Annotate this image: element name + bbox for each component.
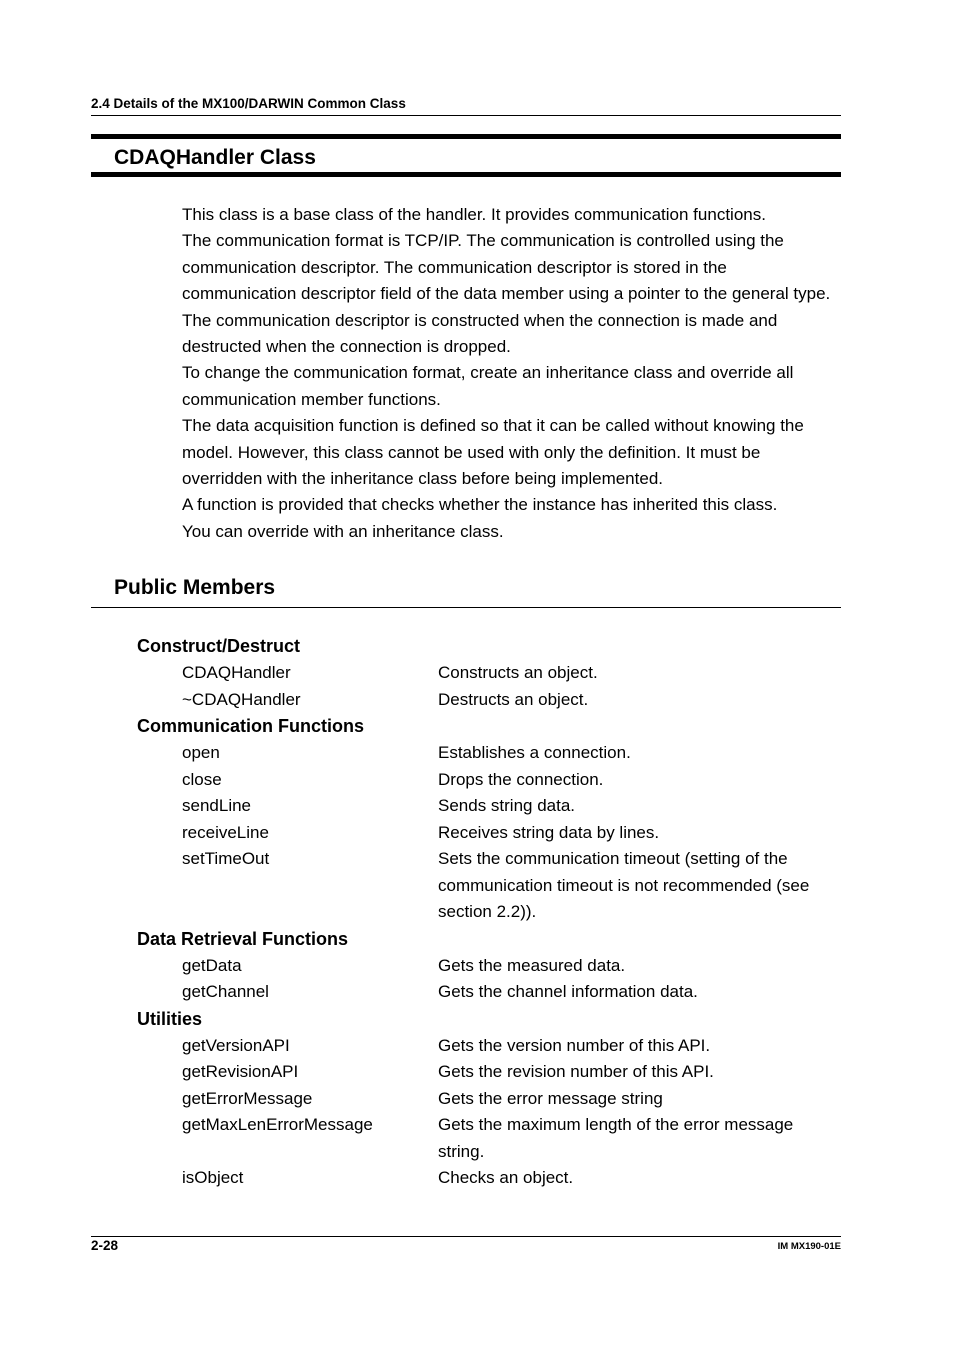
member-row bbox=[137, 767, 841, 794]
member-desc: Sets the communication timeout (setting of the communication timeout is not recommended (see section 2.2)). bbox=[438, 849, 810, 921]
member-name: ~CDAQHandler bbox=[182, 689, 301, 709]
member-name: sendLine bbox=[182, 796, 252, 815]
member-row bbox=[137, 1059, 841, 1086]
member-group bbox=[137, 633, 841, 713]
member-row bbox=[137, 1112, 841, 1165]
page-number: 2-28 bbox=[91, 1238, 119, 1253]
intro-text bbox=[182, 202, 842, 545]
document-id: IM MX190-01E bbox=[777, 1241, 841, 1252]
intro-paragraph: To change the communication format, create an inheritance class and override all communication member functions. bbox=[182, 363, 794, 409]
member-name: getChannel bbox=[182, 982, 269, 1001]
member-name: getRevisionAPI bbox=[182, 1062, 299, 1081]
member-desc: Gets the channel information data. bbox=[438, 982, 698, 1001]
intro-paragraph: This class is a base class of the handler. It provides communication functions. bbox=[182, 205, 766, 224]
member-row bbox=[137, 660, 841, 687]
member-row bbox=[137, 687, 841, 714]
header-rule bbox=[91, 115, 841, 116]
member-name: setTimeOut bbox=[182, 849, 270, 868]
group-title: Data Retrieval Functions bbox=[137, 928, 349, 949]
intro-paragraph: The communication format is TCP/IP. The communication is controlled using the communication descriptor. The communication descriptor is stored in the communication descriptor field of the data member using a pointer to the general type. The communication descriptor is constructed when the connection is made and destructed when the connection is dropped. bbox=[182, 231, 831, 357]
group-title: Construct/Destruct bbox=[137, 636, 301, 656]
member-name: isObject bbox=[182, 1168, 244, 1187]
member-name: getErrorMessage bbox=[182, 1088, 313, 1108]
member-row bbox=[137, 1086, 841, 1113]
member-name: CDAQHandler bbox=[182, 663, 291, 682]
member-row bbox=[137, 953, 841, 980]
member-row bbox=[137, 979, 841, 1006]
member-row bbox=[137, 793, 841, 820]
class-title-bottom-bar bbox=[91, 172, 841, 177]
member-desc: Destructs an object. bbox=[438, 689, 589, 709]
member-group bbox=[137, 926, 841, 1006]
class-title-top-bar bbox=[91, 134, 841, 139]
member-row bbox=[137, 846, 841, 926]
member-desc: Gets the revision number of this API. bbox=[438, 1062, 714, 1081]
intro-paragraph: A function is provided that checks whether the instance has inherited this class. bbox=[182, 495, 778, 515]
member-row bbox=[137, 820, 841, 847]
group-title: Communication Functions bbox=[137, 716, 364, 736]
member-name: open bbox=[182, 743, 220, 762]
intro-paragraph: The data acquisition function is defined so that it can be called without knowing the model. However, this class cannot be used with only the definition. It must be overridden with the inheritance class before being implemented. bbox=[182, 416, 804, 489]
member-desc: Drops the connection. bbox=[438, 769, 604, 789]
members-list bbox=[137, 633, 841, 1192]
member-desc: Establishes a connection. bbox=[438, 743, 631, 762]
member-desc: Constructs an object. bbox=[438, 663, 598, 682]
member-name: getMaxLenErrorMessage bbox=[182, 1115, 373, 1134]
member-row bbox=[137, 1165, 841, 1192]
member-desc: Gets the maximum length of the error message string. bbox=[438, 1115, 794, 1161]
member-desc: Checks an object. bbox=[438, 1168, 574, 1187]
member-name: close bbox=[182, 769, 222, 789]
member-row bbox=[137, 1033, 841, 1060]
member-desc: Gets the measured data. bbox=[438, 955, 626, 975]
member-desc: Gets the version number of this API. bbox=[438, 1035, 711, 1055]
member-group bbox=[137, 713, 841, 926]
member-name: getData bbox=[182, 955, 242, 975]
section-title: Public Members bbox=[114, 576, 276, 599]
member-name: receiveLine bbox=[182, 822, 269, 842]
member-name: getVersionAPI bbox=[182, 1035, 290, 1055]
member-group bbox=[137, 1006, 841, 1192]
section-rule bbox=[91, 607, 841, 608]
intro-paragraph: You can override with an inheritance class. bbox=[182, 521, 504, 541]
member-desc: Gets the error message string bbox=[438, 1088, 663, 1108]
footer-rule bbox=[91, 1236, 841, 1237]
member-desc: Receives string data by lines. bbox=[438, 822, 660, 842]
group-title: Utilities bbox=[137, 1008, 203, 1029]
member-row bbox=[137, 740, 841, 767]
running-header: 2.4 Details of the MX100/DARWIN Common Class bbox=[91, 96, 406, 111]
member-desc: Sends string data. bbox=[438, 796, 576, 815]
class-title: CDAQHandler Class bbox=[114, 146, 316, 169]
